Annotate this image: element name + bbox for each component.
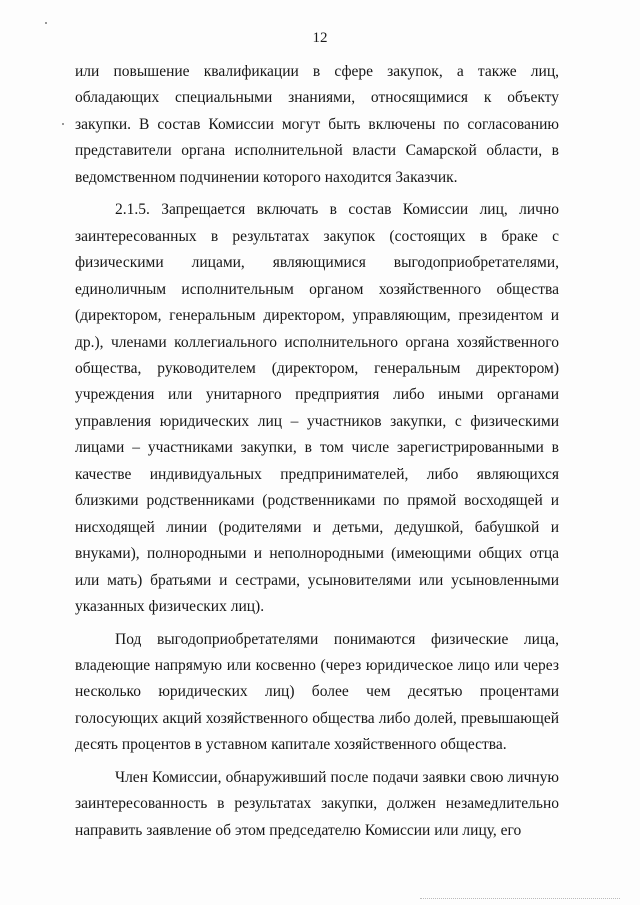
document-body: [75, 59, 559, 844]
scan-speck: [45, 22, 47, 24]
paragraph-clause-2-1-5: 2.1.5. Запрещается включать в состав Комиссии лиц, лично заинтересованных в результатах закупок (состоящих в браке с физическими лицами, являющимися выгодоприобретателями, единоличным исполнительным органом хозяйственного общества (директором, генеральным директором, управляющим, президентом и др.), членами коллегиального исполнительного органа хозяйственного общества, руководителем (директором, генеральным директором) учреждения или унитарного предприятия либо иными органами управления юридических лиц – участников закупки, с физическими лицами – участниками закупки, в том числе зарегистрированными в качестве индивидуальных предпринимателей, либо являющихся близкими родственниками (родственниками по прямой восходящей и нисходящей линии (родителями и детьми, дедушкой, бабушкой и внуками), полнородными и неполнородными (имеющими общих отца или мать) братьями и сестрами, усыновителями или усыновленными указанных физических лиц).: [75, 201, 559, 616]
paragraph-continuation: или повышение квалификации в сфере закупок, а также лиц, обладающих специальными знаниями, относящимися к объекту закупки. В состав Комиссии могут быть включены по согласованию представители органа исполнительной власти Самарской области, в ведомственном подчинении которого находится Заказчик.: [75, 63, 559, 186]
paragraph-beneficiaries-definition: Под выгодоприобретателями понимаются физические лица, владеющие напрямую или косвенно (через юридическое лицо или через несколько юридических лиц) более чем десятью процентами голосующих акций хозяйственного общества либо долей, превышающей десять процентов в уставном капитале хозяйственного общества.: [75, 630, 559, 754]
paragraph-commission-member-interest: Член Комиссии, обнаруживший после подачи заявки свою личную заинтересованность в результатах закупки, должен незамедлительно направить заявление об этом председателю Комиссии или лицу, его: [75, 768, 559, 839]
page-number: 12: [312, 30, 328, 46]
scan-edge-rule: [420, 898, 620, 900]
scan-speck: [62, 123, 64, 125]
